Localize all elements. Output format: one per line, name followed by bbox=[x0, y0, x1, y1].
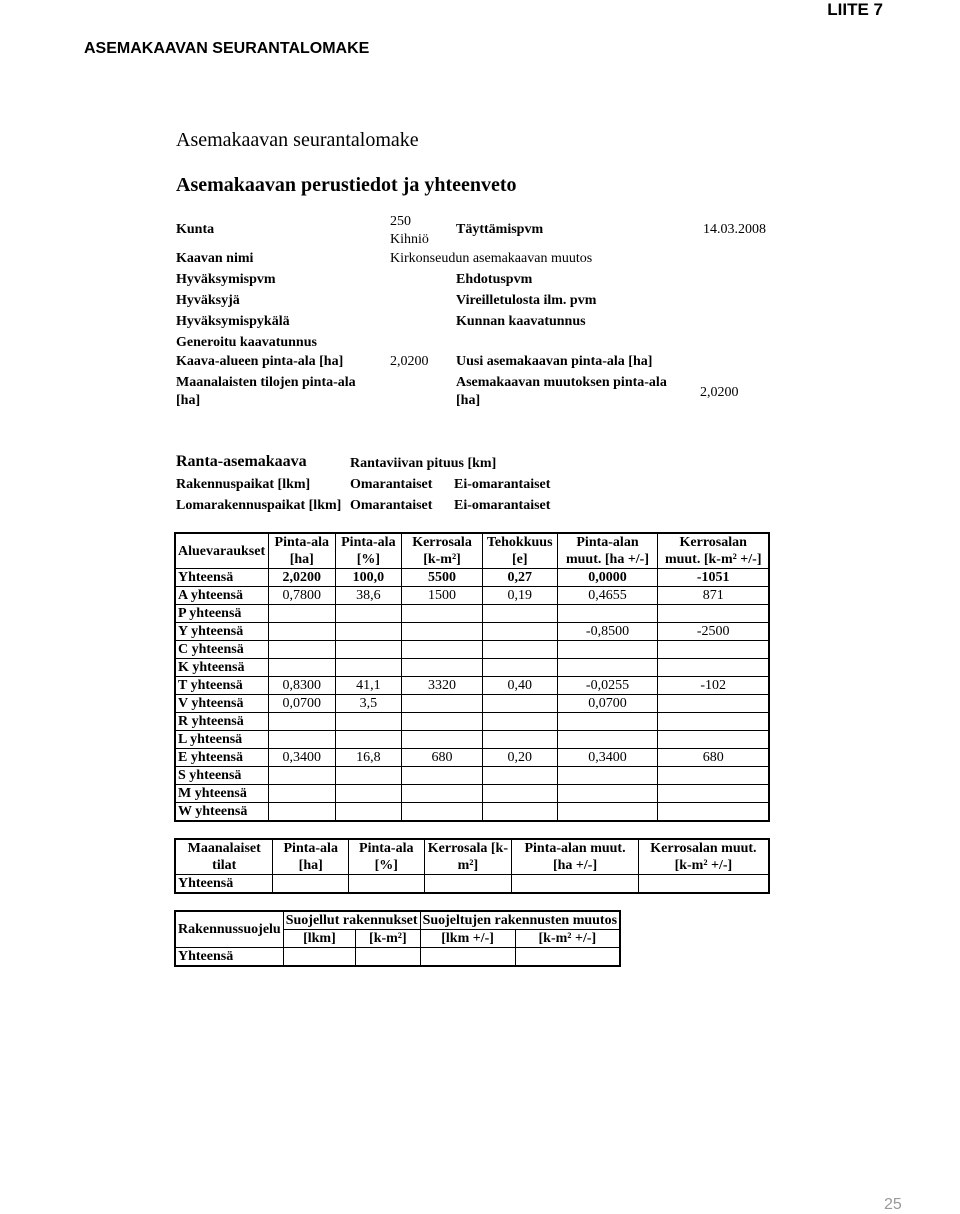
table-cell bbox=[335, 785, 402, 803]
column-header: Maanalaiset tilat bbox=[175, 839, 273, 875]
table-row bbox=[175, 803, 769, 822]
row-label: M yhteensä bbox=[175, 785, 268, 803]
document-title: ASEMAKAAVAN SEURANTALOMAKE bbox=[84, 40, 370, 57]
table-cell bbox=[402, 695, 483, 713]
table-cell: 0,0000 bbox=[557, 569, 658, 587]
table-cell bbox=[482, 785, 557, 803]
lomarakennuspaikat-label: Lomarakennuspaikat [lkm] bbox=[176, 498, 342, 513]
table-cell: 0,4655 bbox=[557, 587, 658, 605]
table-header-row bbox=[175, 533, 769, 569]
table-row bbox=[175, 605, 769, 623]
ranta-title: Ranta-asemakaava bbox=[176, 453, 307, 470]
table-cell: -2500 bbox=[658, 623, 769, 641]
row-label: Yhteensä bbox=[175, 569, 268, 587]
column-header: Pinta-ala [ha] bbox=[273, 839, 349, 875]
table-cell: 871 bbox=[658, 587, 769, 605]
row-label: R yhteensä bbox=[175, 713, 268, 731]
table-row bbox=[175, 623, 769, 641]
table-row bbox=[175, 713, 769, 731]
rakennuspaikat-ei-omarantaiset: Ei-omarantaiset bbox=[454, 477, 551, 492]
table-row bbox=[175, 641, 769, 659]
rakennuspaikat-omarantaiset: Omarantaiset bbox=[350, 477, 433, 492]
table-row bbox=[175, 677, 769, 695]
table-header-row bbox=[175, 911, 620, 930]
rakennuspaikat-label: Rakennuspaikat [lkm] bbox=[176, 477, 311, 492]
fill-date: 14.03.2008 bbox=[703, 222, 766, 237]
pykala-label: Hyväksymispykälä bbox=[176, 314, 290, 329]
table-row bbox=[175, 659, 769, 677]
table-cell bbox=[557, 713, 658, 731]
row-label: C yhteensä bbox=[175, 641, 268, 659]
column-header: [lkm] bbox=[283, 930, 355, 948]
kaava-alue-value: 2,0200 bbox=[390, 354, 429, 369]
table-cell: 0,7800 bbox=[268, 587, 335, 605]
kunnan-tunnus-label: Kunnan kaavatunnus bbox=[456, 314, 586, 329]
table-cell bbox=[512, 875, 639, 894]
maanalaiset-label-1: Maanalaisten tilojen pinta-ala bbox=[176, 375, 356, 390]
table-cell bbox=[335, 641, 402, 659]
table-cell bbox=[268, 785, 335, 803]
table-cell bbox=[348, 875, 424, 894]
column-header: [k-m²] bbox=[356, 930, 420, 948]
table-cell bbox=[482, 641, 557, 659]
table-cell bbox=[557, 659, 658, 677]
table-cell: 16,8 bbox=[335, 749, 402, 767]
table-cell bbox=[482, 803, 557, 822]
row-label: Y yhteensä bbox=[175, 623, 268, 641]
table-cell bbox=[402, 785, 483, 803]
table-cell bbox=[482, 695, 557, 713]
row-label: Yhteensä bbox=[175, 948, 283, 967]
column-group-header: Suojeltujen rakennusten muutos bbox=[420, 911, 620, 930]
table-cell: 0,20 bbox=[482, 749, 557, 767]
table-cell bbox=[273, 875, 349, 894]
table-cell bbox=[268, 767, 335, 785]
column-header: Tehokkuus [e] bbox=[482, 533, 557, 569]
appendix-label: LIITE 7 bbox=[827, 0, 883, 19]
hyvaksyja-label: Hyväksyjä bbox=[176, 293, 240, 308]
table-cell: 0,27 bbox=[482, 569, 557, 587]
table-cell: 680 bbox=[658, 749, 769, 767]
column-header: Pinta-ala [%] bbox=[335, 533, 402, 569]
table-cell: 680 bbox=[402, 749, 483, 767]
table-row bbox=[175, 767, 769, 785]
table-cell bbox=[658, 695, 769, 713]
ehdotuspvm-label: Ehdotuspvm bbox=[456, 272, 533, 287]
column-header: Kerrosala [k-m²] bbox=[402, 533, 483, 569]
row-label: S yhteensä bbox=[175, 767, 268, 785]
lomarakennuspaikat-omarantaiset: Omarantaiset bbox=[350, 498, 433, 513]
column-header: Aluevaraukset bbox=[175, 533, 268, 569]
column-header: [lkm +/-] bbox=[420, 930, 515, 948]
table-cell bbox=[268, 803, 335, 822]
table-row bbox=[175, 875, 769, 894]
table-cell: 0,19 bbox=[482, 587, 557, 605]
form-title: Asemakaavan seurantalomake bbox=[176, 129, 419, 151]
kunta-name: Kihniö bbox=[390, 232, 429, 247]
table-cell bbox=[268, 605, 335, 623]
table-cell bbox=[482, 713, 557, 731]
kunta-label: Kunta bbox=[176, 222, 215, 237]
column-group-header: Suojellut rakennukset bbox=[283, 911, 420, 930]
table-cell bbox=[268, 659, 335, 677]
table-cell bbox=[420, 948, 515, 967]
page-number: 25 bbox=[884, 1196, 902, 1213]
column-header: Pinta-ala [ha] bbox=[268, 533, 335, 569]
uusi-label: Uusi asemakaavan pinta-ala [ha] bbox=[456, 354, 653, 369]
table-cell: 5500 bbox=[402, 569, 483, 587]
table-cell: 38,6 bbox=[335, 587, 402, 605]
table-cell: 0,0700 bbox=[557, 695, 658, 713]
muutos-label-2: [ha] bbox=[456, 393, 481, 408]
table-row bbox=[175, 587, 769, 605]
table-cell bbox=[356, 948, 420, 967]
table-cell bbox=[658, 713, 769, 731]
table-cell bbox=[557, 803, 658, 822]
kaava-alue-label: Kaava-alueen pinta-ala [ha] bbox=[176, 354, 344, 369]
table-cell: -0,8500 bbox=[557, 623, 658, 641]
aluevaraukset-table bbox=[174, 532, 770, 822]
table-cell bbox=[402, 659, 483, 677]
table-row bbox=[175, 731, 769, 749]
fill-date-label: Täyttämispvm bbox=[456, 222, 544, 237]
row-header: Rakennussuojelu bbox=[175, 911, 283, 948]
table-cell bbox=[335, 659, 402, 677]
table-cell bbox=[658, 641, 769, 659]
table-cell bbox=[515, 948, 620, 967]
table-cell bbox=[402, 803, 483, 822]
table-cell: -102 bbox=[658, 677, 769, 695]
table-cell bbox=[638, 875, 769, 894]
kaavan-nimi: Kirkonseudun asemakaavan muutos bbox=[390, 251, 593, 266]
table-cell: 1500 bbox=[402, 587, 483, 605]
table-cell bbox=[335, 803, 402, 822]
rakennussuojelu-table bbox=[174, 910, 621, 967]
column-header: Pinta-alan muut. [ha +/-] bbox=[557, 533, 658, 569]
table-row bbox=[175, 785, 769, 803]
maanalaiset-label-2: [ha] bbox=[176, 393, 201, 408]
rantaviiva-label: Rantaviivan pituus [km] bbox=[350, 456, 497, 471]
table-cell bbox=[335, 767, 402, 785]
table-cell bbox=[658, 605, 769, 623]
table-cell bbox=[658, 785, 769, 803]
column-header: Kerrosalan muut. [k-m² +/-] bbox=[638, 839, 769, 875]
muutos-label-1: Asemakaavan muutoksen pinta-ala bbox=[456, 375, 667, 390]
section-title: Asemakaavan perustiedot ja yhteenveto bbox=[176, 174, 517, 196]
table-cell bbox=[658, 803, 769, 822]
table-cell bbox=[482, 605, 557, 623]
table-cell bbox=[268, 641, 335, 659]
table-cell bbox=[658, 767, 769, 785]
maanalaiset-table bbox=[174, 838, 770, 894]
table-cell: 0,8300 bbox=[268, 677, 335, 695]
table-cell bbox=[335, 713, 402, 731]
table-cell bbox=[335, 731, 402, 749]
row-label: Yhteensä bbox=[175, 875, 273, 894]
row-label: K yhteensä bbox=[175, 659, 268, 677]
table-cell bbox=[283, 948, 355, 967]
table-cell bbox=[268, 731, 335, 749]
table-cell bbox=[557, 641, 658, 659]
table-cell bbox=[482, 659, 557, 677]
hyvaksymispvm-label: Hyväksymispvm bbox=[176, 272, 276, 287]
table-cell: -0,0255 bbox=[557, 677, 658, 695]
table-cell bbox=[482, 731, 557, 749]
table-cell: 100,0 bbox=[335, 569, 402, 587]
table-cell bbox=[482, 767, 557, 785]
table-cell bbox=[402, 767, 483, 785]
table-cell bbox=[557, 731, 658, 749]
table-cell: 0,3400 bbox=[268, 749, 335, 767]
row-label: L yhteensä bbox=[175, 731, 268, 749]
column-header: Pinta-alan muut. [ha +/-] bbox=[512, 839, 639, 875]
row-label: E yhteensä bbox=[175, 749, 268, 767]
table-cell bbox=[402, 641, 483, 659]
table-cell: -1051 bbox=[658, 569, 769, 587]
table-row bbox=[175, 569, 769, 587]
table-row bbox=[175, 695, 769, 713]
row-label: A yhteensä bbox=[175, 587, 268, 605]
table-cell bbox=[402, 623, 483, 641]
column-header: Kerrosalan muut. [k-m² +/-] bbox=[658, 533, 769, 569]
generoitu-label: Generoitu kaavatunnus bbox=[176, 335, 317, 350]
table-cell: 2,0200 bbox=[268, 569, 335, 587]
kaavan-nimi-label: Kaavan nimi bbox=[176, 251, 254, 266]
table-cell bbox=[402, 713, 483, 731]
table-cell bbox=[482, 623, 557, 641]
column-header: [k-m² +/-] bbox=[515, 930, 620, 948]
row-label: P yhteensä bbox=[175, 605, 268, 623]
table-cell bbox=[658, 731, 769, 749]
table-header-row bbox=[175, 839, 769, 875]
table-row bbox=[175, 749, 769, 767]
lomarakennuspaikat-ei-omarantaiset: Ei-omarantaiset bbox=[454, 498, 551, 513]
table-cell: 0,3400 bbox=[557, 749, 658, 767]
table-cell: 41,1 bbox=[335, 677, 402, 695]
column-header: Kerrosala [k-m²] bbox=[424, 839, 512, 875]
table-cell: 3320 bbox=[402, 677, 483, 695]
table-cell bbox=[335, 605, 402, 623]
table-cell bbox=[268, 713, 335, 731]
table-cell bbox=[557, 785, 658, 803]
table-cell bbox=[402, 605, 483, 623]
table-cell: 0,40 bbox=[482, 677, 557, 695]
muutos-value: 2,0200 bbox=[700, 385, 739, 400]
table-cell bbox=[335, 623, 402, 641]
table-cell bbox=[424, 875, 512, 894]
row-label: V yhteensä bbox=[175, 695, 268, 713]
table-cell bbox=[557, 767, 658, 785]
table-cell bbox=[268, 623, 335, 641]
kunta-code: 250 bbox=[390, 214, 411, 229]
table-cell bbox=[402, 731, 483, 749]
table-cell bbox=[557, 605, 658, 623]
table-cell: 3,5 bbox=[335, 695, 402, 713]
row-label: T yhteensä bbox=[175, 677, 268, 695]
column-header: Pinta-ala [%] bbox=[348, 839, 424, 875]
table-cell: 0,0700 bbox=[268, 695, 335, 713]
table-cell bbox=[658, 659, 769, 677]
row-label: W yhteensä bbox=[175, 803, 268, 822]
vireille-label: Vireilletulosta ilm. pvm bbox=[456, 293, 597, 308]
table-row bbox=[175, 948, 620, 967]
